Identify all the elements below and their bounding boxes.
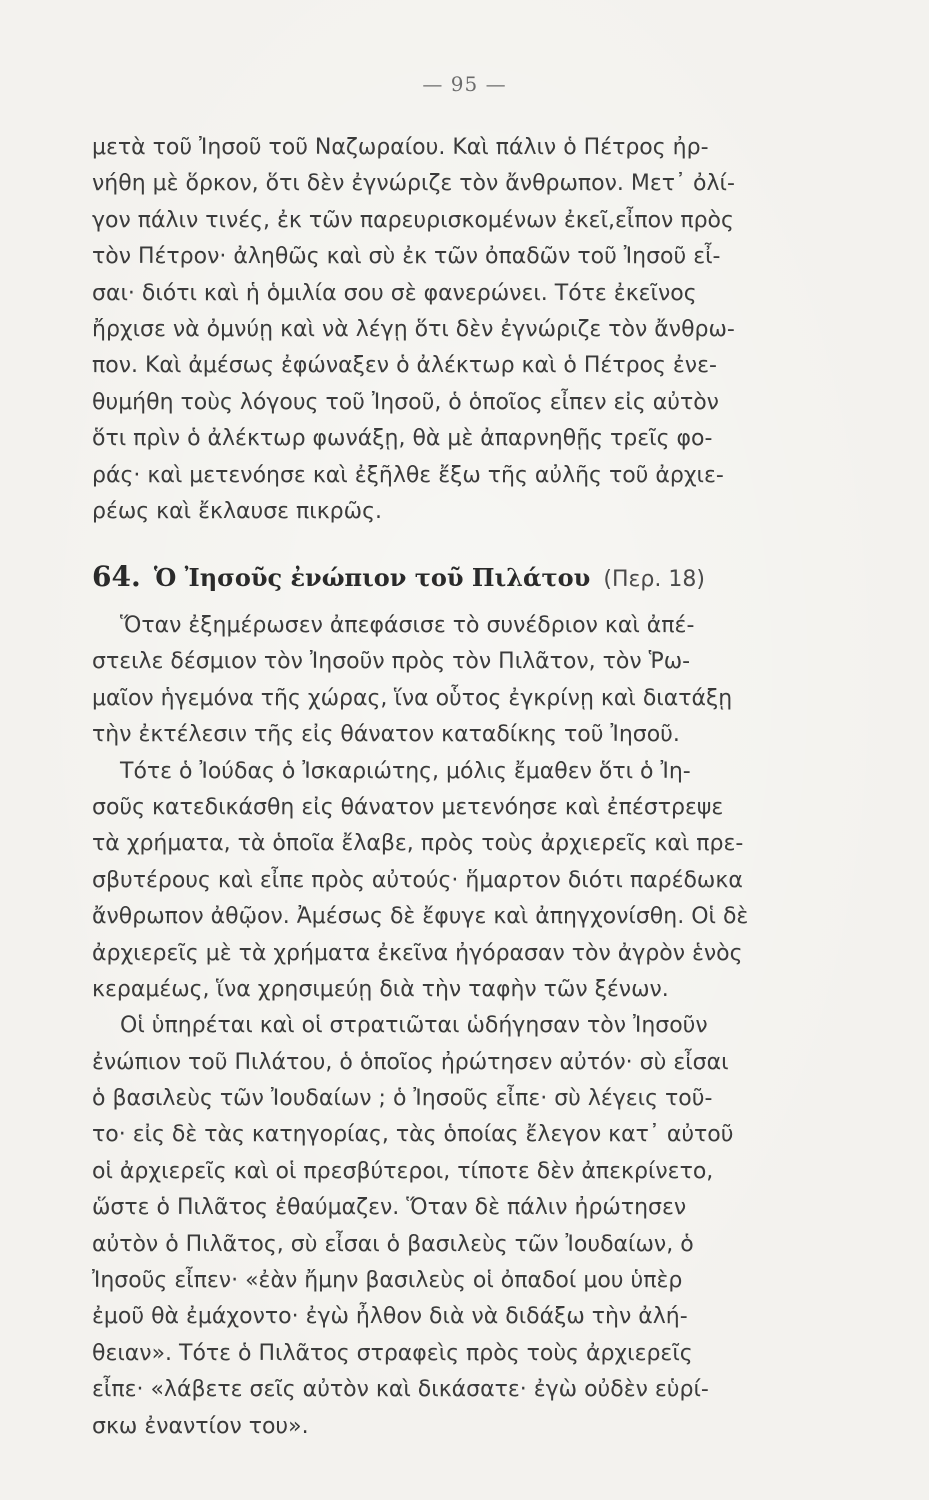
text-line: γον πάλιν τινές, ἐκ τῶν παρευρισκομένων ἐκεῖ,εἶπον πρὸς bbox=[92, 207, 734, 233]
text-line: ἄνθρωπον ἀθῷον. Ἀμέσως δὲ ἔφυγε καὶ ἀπηγχονίσθη. Οἱ δὲ bbox=[92, 904, 749, 930]
text-line: οἱ ἀρχιερεῖς καὶ οἱ πρεσβύτεροι, τίποτε δὲν ἀπεκρίνετο, bbox=[92, 1158, 714, 1184]
paragraph-jesus-before-pilate bbox=[92, 608, 884, 1445]
text-line: ρέως καὶ ἔκλαυσε πικρῶς. bbox=[92, 498, 382, 524]
text-line: νήθη μὲ ὅρκον, ὅτι δὲν ἐγνώριζε τὸν ἄνθρωπον. Μετ᾿ ὀλί- bbox=[92, 171, 735, 197]
text-line: ἤρχισε νὰ ὀμνύῃ καὶ νὰ λέγῃ ὅτι δὲν ἐγνώριζε τὸν ἄνθρω- bbox=[92, 316, 735, 342]
section-number: 64. bbox=[92, 560, 141, 593]
text-line: το· εἰς δὲ τὰς κατηγορίας, τὰς ὁποίας ἔλεγον κατ᾿ αὐτοῦ bbox=[92, 1122, 734, 1148]
text-line: σοῦς κατεδικάσθη εἰς θάνατον μετενόησε καὶ ἐπέστρεψε bbox=[92, 794, 724, 820]
text-line: μαῖον ἡγεμόνα τῆς χώρας, ἵνα οὗτος ἐγκρίνῃ καὶ διατάξῃ bbox=[92, 685, 733, 711]
text-line: ὁ βασιλεὺς τῶν Ἰουδαίων ; ὁ Ἰησοῦς εἶπε· σὺ λέγεις τοῦ- bbox=[92, 1086, 713, 1112]
text-line: ἐμοῦ θὰ ἐμάχοντο· ἐγὼ ἦλθον διὰ νὰ διδάξω τὴν ἀλή- bbox=[92, 1304, 688, 1330]
paragraph-peter-denial bbox=[92, 130, 884, 530]
text-line: ὥστε ὁ Πιλᾶτος ἐθαύμαζεν. Ὅταν δὲ πάλιν ἠρώτησεν bbox=[92, 1195, 687, 1221]
text-line: Ὅταν ἐξημέρωσεν ἀπεφάσισε τὸ συνέδριον καὶ ἀπέ- bbox=[120, 613, 695, 638]
text-line: ἐνώπιον τοῦ Πιλάτου, ὁ ὁποῖος ἠρώτησεν αὐτόν· σὺ εἶσαι bbox=[92, 1049, 729, 1075]
text-line: τὰ χρήματα, τὰ ὁποῖα ἔλαβε, πρὸς τοὺς ἀρχιερεῖς καὶ πρε- bbox=[92, 831, 744, 857]
section-title: Ὁ Ἰησοῦς ἐνώπιον τοῦ Πιλάτου bbox=[153, 563, 591, 592]
section-reference: (Περ. 18) bbox=[603, 567, 705, 592]
section-heading bbox=[92, 560, 884, 600]
text-line: σκω ἐναντίον του». bbox=[92, 1413, 309, 1439]
text-line: ἀρχιερεῖς μὲ τὰ χρήματα ἐκεῖνα ἠγόρασαν τὸν ἀγρὸν ἑνὸς bbox=[92, 940, 743, 966]
text-line: τὴν ἐκτέλεσιν τῆς εἰς θάνατον καταδίκης τοῦ Ἰησοῦ. bbox=[92, 722, 680, 748]
text-line: Ἰησοῦς εἶπεν· «ἐὰν ἤμην βασιλεὺς οἱ ὀπαδοί μου ὑπὲρ bbox=[92, 1268, 683, 1294]
text-line: θειαν». Τότε ὁ Πιλᾶτος στραφεὶς πρὸς τοὺς ἀρχιερεῖς bbox=[92, 1340, 693, 1366]
text-line: σαι· διότι καὶ ἡ ὁμιλία σου σὲ φανερώνει. Τότε ἐκεῖνος bbox=[92, 280, 697, 306]
text-line: μετὰ τοῦ Ἰησοῦ τοῦ Ναζωραίου. Καὶ πάλιν ὁ Πέτρος ἠρ- bbox=[92, 135, 709, 160]
text-line: Οἱ ὑπηρέται καὶ οἱ στρατιῶται ὡδήγησαν τὸν Ἰησοῦν bbox=[120, 1013, 708, 1039]
text-line: Τότε ὁ Ἰούδας ὁ Ἰσκαριώτης, μόλις ἔμαθεν ὅτι ὁ Ἰη- bbox=[120, 758, 691, 784]
page-number: — 95 — bbox=[422, 72, 507, 96]
text-line: θυμήθη τοὺς λόγους τοῦ Ἰησοῦ, ὁ ὁποῖος εἶπεν εἰς αὐτὸν bbox=[92, 389, 719, 415]
text-line: ράς· καὶ μετενόησε καὶ ἐξῆλθε ἔξω τῆς αὐλῆς τοῦ ἀρχιε- bbox=[92, 462, 724, 488]
text-line: στειλε δέσμιον τὸν Ἰησοῦν πρὸς τὸν Πιλᾶτον, τὸν Ῥω- bbox=[92, 649, 691, 675]
text-line: εἶπε· «λάβετε σεῖς αὐτὸν καὶ δικάσατε· ἐγὼ οὐδὲν εὑρί- bbox=[92, 1377, 709, 1403]
text-line: τὸν Πέτρον· ἀληθῶς καὶ σὺ ἐκ τῶν ὀπαδῶν τοῦ Ἰησοῦ εἶ- bbox=[92, 244, 721, 270]
text-line: αὐτὸν ὁ Πιλᾶτος, σὺ εἶσαι ὁ βασιλεὺς τῶν Ἰουδαίων, ὁ bbox=[92, 1231, 694, 1257]
text-line: κεραμέως, ἵνα χρησιμεύῃ διὰ τὴν ταφὴν τῶν ξένων. bbox=[92, 976, 669, 1002]
text-line: σβυτέρους καὶ εἶπε πρὸς αὐτούς· ἥμαρτον διότι παρέδωκα bbox=[92, 867, 743, 893]
text-line: πον. Καὶ ἀμέσως ἐφώναξεν ὁ ἀλέκτωρ καὶ ὁ Πέτρος ἐνε- bbox=[92, 353, 717, 379]
text-line: ὅτι πρὶν ὁ ἀλέκτωρ φωνάξῃ, θὰ μὲ ἀπαρνηθῇς τρεῖς φο- bbox=[92, 426, 713, 452]
